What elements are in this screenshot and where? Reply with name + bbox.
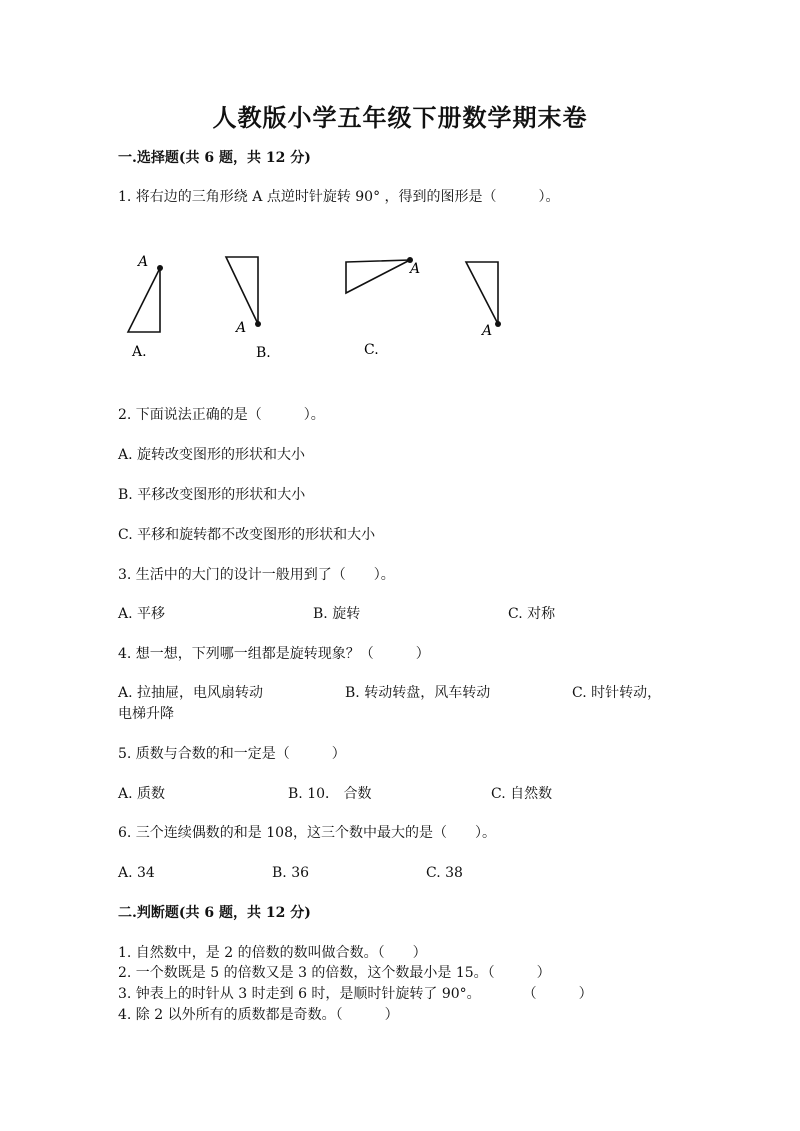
figure-option-b-triangle: [226, 257, 271, 361]
figure-vertex-label-a1: A: [138, 254, 149, 270]
question-4-text: 4. 想一想，下列哪一组都是旋转现象？（ ）: [118, 646, 430, 662]
judgment-item-2: 2. 一个数既是 5 的倍数又是 3 的倍数，这个数最小是 15。（ ）: [118, 965, 551, 981]
figure-option-d-triangle: [466, 262, 501, 339]
figure-option-label-b: B.: [256, 345, 271, 361]
question-3-option-a: A. 平移: [118, 606, 166, 622]
section-2-heading: 二.判断题(共 6 题，共 12 分): [118, 905, 311, 921]
question-6-option-a: A. 34: [118, 865, 155, 881]
question-4-option-b: B. 转动转盘，风车转动: [345, 685, 491, 701]
question-5-option-b: B. 10． 合数: [288, 786, 372, 802]
figure-option-label-c: C.: [364, 342, 379, 358]
question-2-option-b: B. 平移改变图形的形状和大小: [118, 487, 306, 503]
figure-vertex-label-c: A: [410, 261, 421, 277]
question-5-option-a: A. 质数: [118, 786, 166, 802]
judgment-item-4: 4. 除 2 以外所有的质数都是奇数。（ ）: [118, 1007, 399, 1023]
question-3-option-c: C. 对称: [508, 606, 556, 622]
figure-option-c-triangle: [346, 257, 420, 358]
question-2-option-a: A. 旋转改变图形的形状和大小: [118, 447, 306, 463]
figure-vertex-label-b: A: [236, 320, 247, 336]
figure-original-triangle: [128, 254, 163, 360]
question-5-text: 5. 质数与合数的和一定是（ ）: [118, 746, 346, 762]
question-2-option-c: C. 平移和旋转都不改变图形的形状和大小: [118, 527, 376, 543]
section-1-heading: 一.选择题(共 6 题，共 12 分): [118, 150, 311, 166]
judgment-item-3: 3. 钟表上的时针从 3 时走到 6 时，是顺时针旋转了 90°。 （ ）: [118, 986, 593, 1002]
question-4-option-c-continued: 电梯升降: [118, 706, 174, 722]
question-5-option-c: C. 自然数: [491, 786, 553, 802]
question-6-option-b: B. 36: [272, 865, 310, 881]
question-3-option-b: B. 旋转: [313, 606, 361, 622]
question-1-text: 1. 将右边的三角形绕 A 点逆时针旋转 90° ，得到的图形是（ ）。: [118, 189, 560, 205]
question-2-text: 2. 下面说法正确的是（ ）。: [118, 407, 325, 423]
question-4-option-c: C. 时针转动，: [572, 685, 662, 701]
figure-option-label-a: A.: [132, 344, 147, 360]
figure-vertex-label-d: A: [482, 323, 493, 339]
question-6-text: 6. 三个连续偶数的和是 108，这三个数中最大的是（ ）。: [118, 825, 496, 841]
question-6-option-c: C. 38: [426, 865, 463, 881]
judgment-item-1: 1. 自然数中，是 2 的倍数的数叫做合数。（ ）: [118, 945, 427, 961]
question-3-text: 3. 生活中的大门的设计一般用到了（ ）。: [118, 567, 395, 583]
question-4-option-a: A. 拉抽屉，电风扇转动: [118, 685, 264, 701]
question-1-figure: [110, 240, 530, 370]
page-title: 人教版小学五年级下册数学期末卷: [212, 103, 588, 132]
